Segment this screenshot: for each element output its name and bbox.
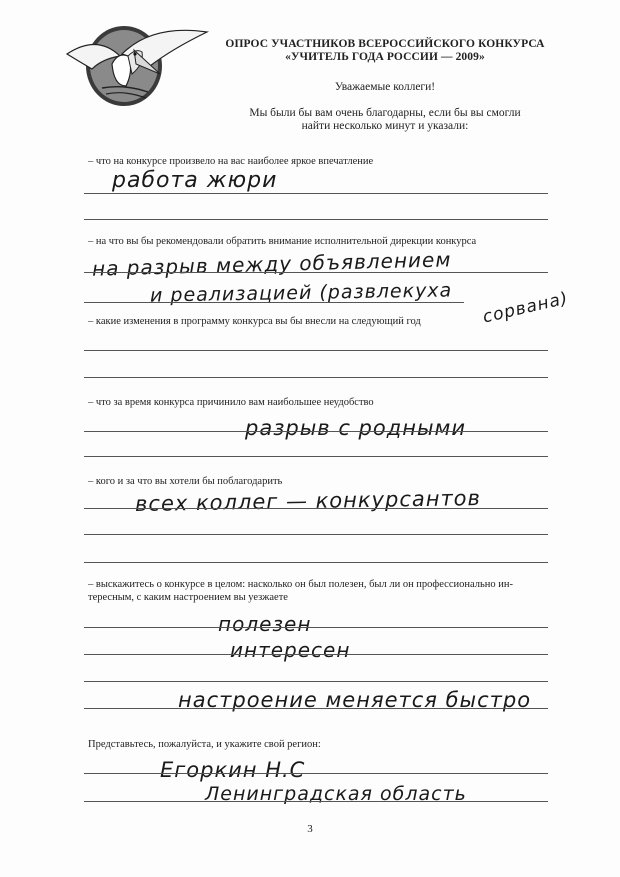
region-answer-name: Егоркин Н.С [160, 758, 306, 782]
region-answer-region: Ленинградская область [205, 783, 467, 805]
title-line-2: «УЧИТЕЛЬ ГОДА РОССИИ — 2009» [285, 51, 485, 63]
intro-line-2: найти несколько минут и указали: [301, 120, 469, 132]
question-1: – что на конкурсе произвело на вас наиболее яркое впечатление [88, 156, 374, 167]
answer-line [84, 456, 548, 457]
answer-line [84, 773, 548, 774]
answer-6-line-1: полезен [218, 612, 312, 636]
answer-5-line-1: всех коллег — конкурсантов [134, 485, 482, 517]
question-6 [88, 578, 558, 604]
intro-line-1: Мы были бы вам очень благодарны, если бы вы смогли [249, 107, 521, 119]
answer-line [84, 272, 548, 273]
answer-line [84, 377, 548, 378]
question-6-line-2: тересным, с каким настроением вы уезжаете [88, 592, 288, 603]
answer-1-line-1: работа жюри [112, 168, 278, 193]
question-5: – кого и за что вы хотели бы поблагодарить [88, 476, 283, 487]
answer-line [84, 801, 548, 802]
answer-line [84, 708, 548, 709]
answer-4-line-1: разрыв с родными [245, 416, 467, 440]
question-3: – какие изменения в программу конкурса вы бы внесли на следующий год [88, 316, 421, 327]
question-6-line-1: – выскажитесь о конкурсе в целом: насколько он был полезен, был ли он профессионально ин- [88, 579, 513, 590]
intro-text [210, 107, 560, 133]
answer-line [84, 219, 548, 220]
answer-line [84, 562, 548, 563]
page-number: 3 [307, 823, 313, 835]
answer-line [84, 627, 548, 628]
question-2: – на что вы бы рекомендовали обратить внимание исполнительной дирекции конкурса [88, 236, 477, 247]
answer-2-line-2: и реализацией (развлекуха [149, 279, 453, 307]
answer-6-line-2: интересен [230, 638, 351, 662]
answer-line [84, 350, 548, 351]
answer-line [84, 193, 548, 194]
pelican-logo [62, 14, 212, 114]
region-prompt: Представьтесь, пожалуйста, и укажите свой регион: [88, 739, 321, 750]
title-line-1: ОПРОС УЧАСТНИКОВ ВСЕРОССИЙСКОГО КОНКУРСА [225, 38, 545, 50]
answer-6-line-3: настроение меняется быстро [178, 688, 532, 712]
answer-2-line-1: на разрыв между объявлением [91, 247, 452, 281]
answer-line [84, 534, 548, 535]
answer-2-line-3: сорвана) [480, 288, 571, 328]
question-4: – что за время конкурса причинило вам наибольшее неудобство [88, 397, 374, 408]
answer-line [84, 654, 548, 655]
survey-title [210, 38, 560, 64]
greeting: Уважаемые коллеги! [334, 81, 436, 93]
answer-line [84, 302, 464, 303]
answer-line [84, 681, 548, 682]
answer-line [84, 508, 548, 509]
answer-line [84, 431, 548, 432]
